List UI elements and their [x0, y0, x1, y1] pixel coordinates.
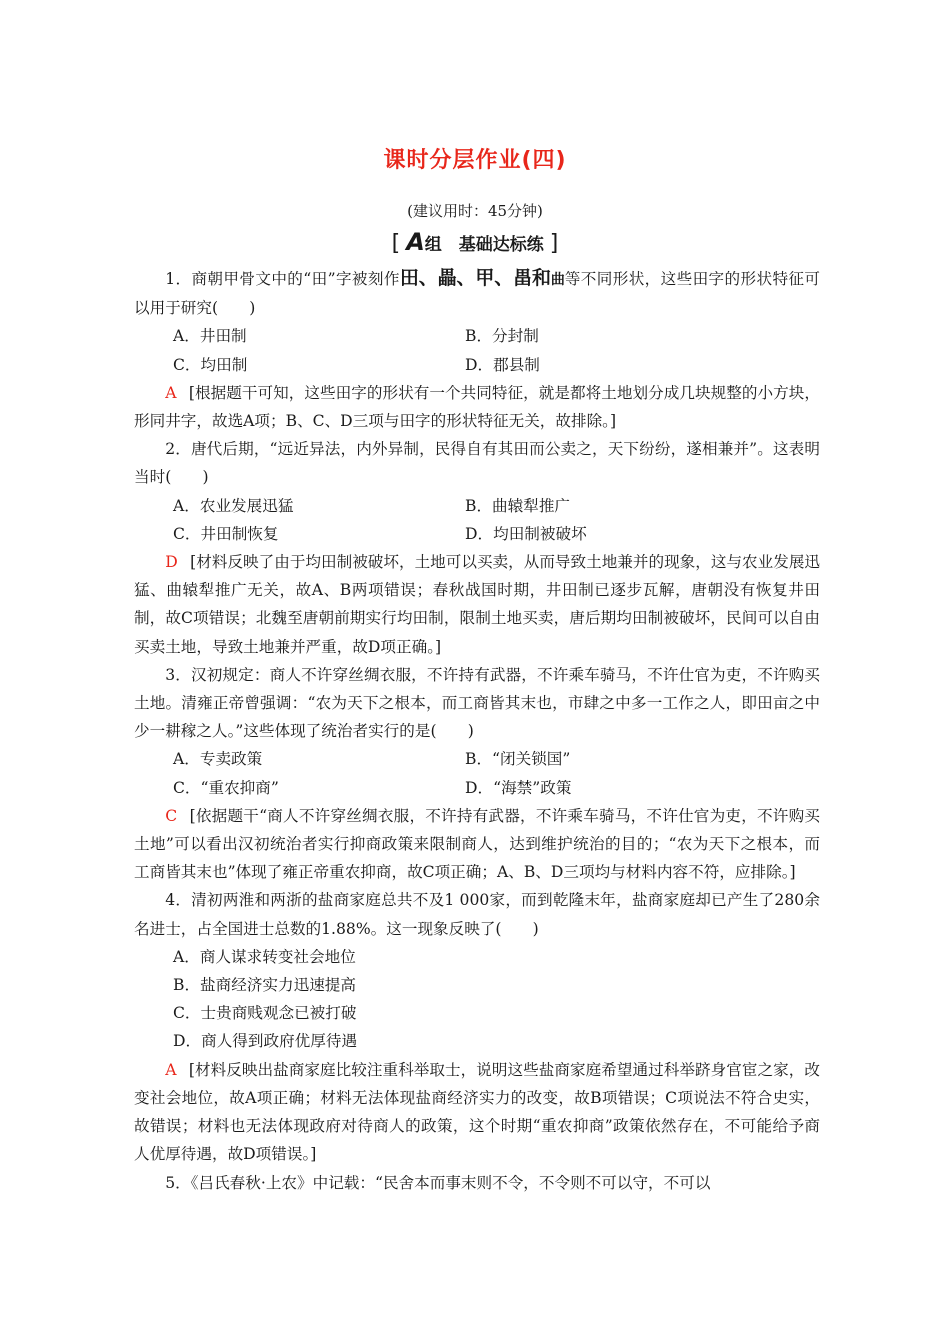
question-3-options-row-1 — [134, 745, 820, 773]
option: A．商人谋求转变社会地位 — [173, 947, 356, 966]
option: B．盐商经济实力迅速提高 — [173, 976, 356, 995]
question-1-stem-part-a: 1．商朝甲骨文中的“田”字被刻作 — [165, 270, 400, 288]
answer-letter: D — [165, 553, 178, 572]
oracle-glyphs-a: 田、畾、甲、畕和 — [399, 267, 551, 289]
question-3-stem: 3．汉初规定：商人不许穿丝绸衣服，不许持有武器，不许乘车骑马，不许仕官为吏，不许购买土地。清雍正帝曾强调：“农为天下之根本，而工商皆其末也，市肆之中多一工作之人，即田亩之中少一耕稼之人。”这些体现了统治者实行的是( ) — [134, 665, 820, 741]
question-1-stem — [134, 264, 820, 322]
option: C．井田制恢复 — [173, 524, 279, 543]
option: B．分封制 — [465, 327, 539, 346]
oracle-glyphs-b: 曲 — [550, 272, 565, 288]
answer-letter: A — [165, 1060, 177, 1079]
question-4-answer — [134, 1056, 820, 1169]
option: A．专卖政策 — [173, 750, 263, 769]
question-3-options-row-2 — [134, 774, 820, 802]
option: D．郡县制 — [465, 355, 540, 374]
oracle-glyphs-image — [400, 267, 565, 289]
answer-letter: C — [165, 806, 178, 825]
group-label: 组 基础达标练 — [424, 235, 544, 255]
question-1-options-row-1 — [134, 322, 820, 350]
question-3-answer — [134, 802, 820, 887]
bracket-close: ] — [549, 231, 559, 256]
question-2-answer — [134, 548, 820, 661]
option: D．均田制被破坏 — [465, 524, 587, 543]
question-1-stem-part-b: 等不同形状，这些田字的形状特征可以用于研究( ) — [134, 270, 820, 318]
question-list — [134, 264, 820, 1197]
group-letter: A — [406, 228, 425, 256]
question-2-options-row-2 — [134, 520, 820, 548]
time-note: (建议用时：45分钟) — [407, 202, 543, 220]
question-2-stem: 2．唐代后期，“远近异法，内外异制，民得自有其田而公卖之，天下纷纷，遂相兼并”。这表明当时( ) — [134, 440, 820, 487]
answer-explanation: [根据题干可知，这些田字的形状有一个共同特征，就是都将土地划分成几块规整的小方块，形同井字，故选A项；B、C、D三项与田字的形状特征无关，故排除。] — [134, 383, 820, 431]
question-2-options-row-1 — [134, 492, 820, 520]
option: B．曲辕犁推广 — [465, 496, 571, 515]
page-title: 课时分层作业(四) — [383, 148, 567, 173]
option: C．“重农抑商” — [173, 778, 279, 797]
question-5-stem: 5．《吕氏春秋·上农》中记载：“民舍本而事末则不令，不令则不可以守，不可以 — [165, 1173, 711, 1192]
option: C．均田制 — [173, 355, 248, 374]
question-4-stem: 4．清初两淮和两浙的盐商家庭总共不及1 000家，而到乾隆末年，盐商家庭却已产生了280余名进士，占全国进士总数的1.88%。这一现象反映了( ) — [134, 891, 820, 938]
answer-letter: A — [165, 383, 177, 402]
option: C．士贵商贱观念已被打破 — [173, 1004, 357, 1023]
option: D．“海禁”政策 — [465, 778, 572, 797]
option: A．农业发展迅猛 — [173, 496, 294, 515]
option: B．“闭关锁国” — [465, 750, 571, 769]
option: A．井田制 — [173, 327, 247, 346]
answer-explanation: [依据题干“商人不许穿丝绸衣服，不许持有武器，不许乘车骑马，不许仕官为吏，不许购买土地”可以看出汉初统治者实行抑商政策来限制商人，达到维护统治的目的；“农为天下之根本，而工商皆其末也”体现了雍正帝重农抑商，故C项正确；A、B、D三项均与材料内容不符，应排除。] — [134, 806, 820, 882]
answer-explanation: [材料反映了由于均田制被破坏，土地可以买卖，从而导致土地兼并的现象，这与农业发展迅猛、曲辕犁推广无关，故A、B两项错误；春秋战国时期，井田制已逐步瓦解，唐朝没有恢复井田制，故C项错误；北魏至唐朝前期实行均田制，限制土地买卖，唐后期均田制被破坏，民间可以自由买卖土地，导致土地兼并严重，故D项正确。] — [134, 553, 821, 656]
option: D．商人得到政府优厚待遇 — [173, 1032, 358, 1051]
answer-explanation: [材料反映出盐商家庭比较注重科举取士，说明这些盐商家庭希望通过科举跻身官宦之家，改变社会地位，故A项正确；材料无法体现盐商经济实力的改变，故B项错误；C项说法不符合史实，故错误；材料也无法体现政府对待商人的政策，这个时期“重农抑商”政策依然存在，不可能给予商人优厚待遇，故D项错误。] — [134, 1060, 820, 1164]
bracket-open: [ — [391, 231, 401, 256]
section-heading — [0, 228, 950, 256]
question-1-options-row-2 — [134, 351, 820, 379]
question-1-answer — [134, 379, 820, 435]
